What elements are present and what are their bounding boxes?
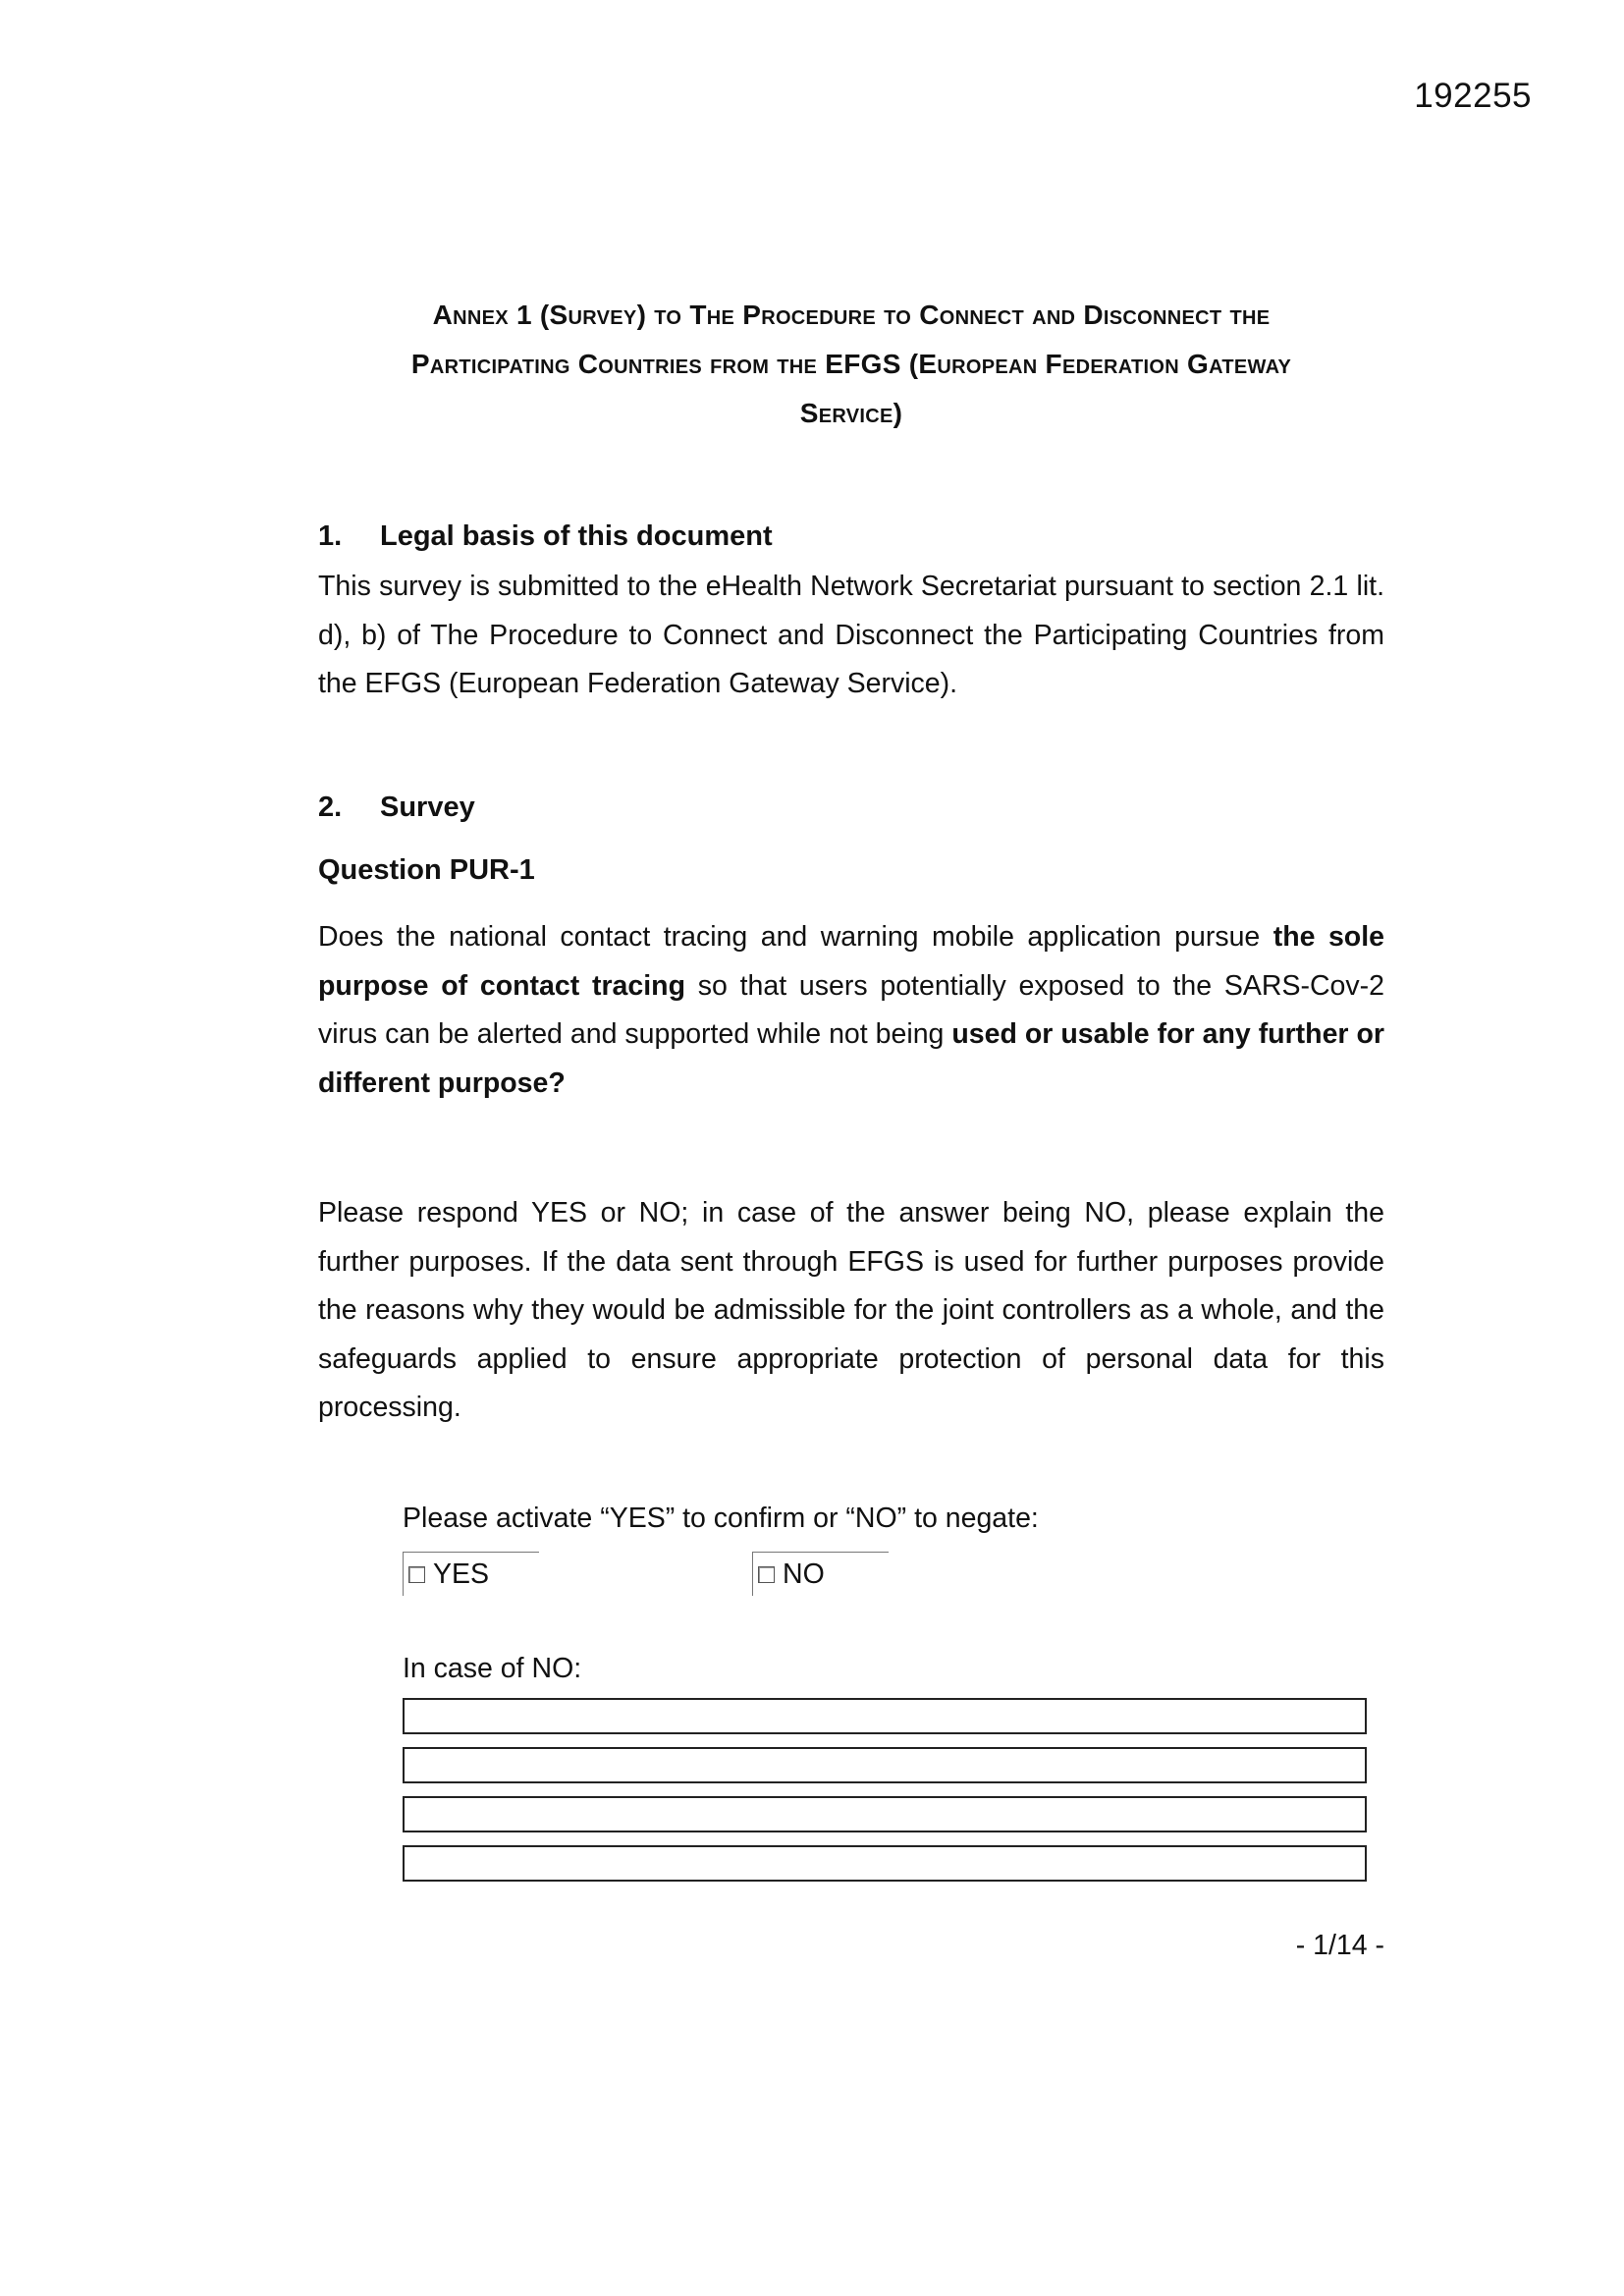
section-2-number: 2.: [318, 792, 343, 823]
yes-checkbox[interactable]: [408, 1566, 425, 1583]
no-checkbox-field[interactable]: [752, 1552, 889, 1596]
section-2-heading: [318, 792, 475, 824]
answer-field-1[interactable]: [403, 1698, 1367, 1734]
form-prompt: Please activate “YES” to confirm or “NO” to negate:: [403, 1503, 1039, 1534]
no-label: NO: [783, 1558, 825, 1590]
response-instructions: Please respond YES or NO; in case of the answer being NO, please explain the further purposes. If the data sent through EFGS is used for further purposes provide the reasons why they would be admissible for the joint controllers as a whole, and the safeguards applied to ensure appropriate protection of personal data for this processing.: [318, 1197, 1384, 1423]
document-title: [298, 291, 1404, 438]
answer-field-2[interactable]: [403, 1747, 1367, 1783]
no-checkbox[interactable]: [758, 1566, 775, 1583]
question-bold-1: the sole purpose of contact tracing: [318, 921, 1384, 1002]
question-bold-2: used or usable for any further or different purpose?: [318, 1018, 1385, 1099]
section-2-title: Survey: [380, 792, 475, 823]
question-title: Question PUR-1: [318, 854, 535, 886]
title-line-1: Annex 1 (Survey) to The Procedure to Connect and Disconnect the: [432, 300, 1271, 330]
in-case-no-label: In case of NO:: [403, 1653, 582, 1684]
answer-field-3[interactable]: [403, 1796, 1367, 1832]
section-1-title: Legal basis of this document: [380, 520, 773, 552]
answer-field-4[interactable]: [403, 1845, 1367, 1882]
title-line-3: Service): [799, 398, 903, 428]
section-1-heading: [318, 520, 773, 553]
question-part-2: so that users potentially exposed to the SARS-Cov-2 virus can be alerted and supported while not being: [318, 969, 1384, 1050]
section-1-number: 1.: [318, 520, 343, 552]
question-part-1: Does the national contact tracing and warning mobile application pursue: [318, 921, 1273, 953]
question-text: [318, 913, 1384, 1108]
title-line-2: Participating Countries from the EFGS (European Federation Gateway: [410, 349, 1292, 379]
page-number: - 1/14 -: [1295, 1930, 1384, 1961]
section-1-text: This survey is submitted to the eHealth Network Secretariat pursuant to section 2.1 lit. d), b) of The Procedure to Connect and Disconnect the Participating Countries from the EFGS (European Federation Gateway Service).: [318, 571, 1384, 699]
document-id: 192255: [1414, 77, 1532, 115]
yes-label: YES: [433, 1558, 490, 1590]
yes-checkbox-field[interactable]: [403, 1552, 539, 1596]
